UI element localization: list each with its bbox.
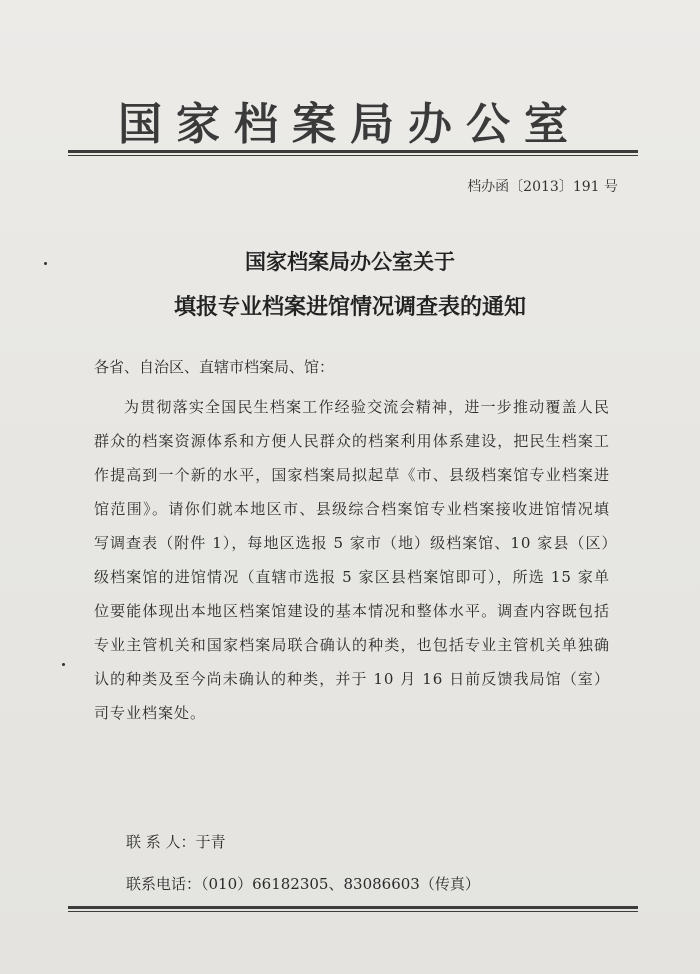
- contact-phone: 联系电话：（010）66182305、83086603（传真）: [126, 875, 480, 893]
- notice-body: 为贯彻落实全国民生档案工作经验交流会精神，进一步推动覆盖人民群众的档案资源体系和方便人民群众的档案利用体系建设，把民生档案工作提高到一个新的水平，国家档案局拟起草《市、县级档案馆专业档案进馆范围》。请你们就本地区市、县级综合档案馆专业档案接收进馆情况填写调查表（附件 1），每地区选报 5 家市（地）级档案馆、10 家县（区）级档案馆的进馆情况（直辖市选报 5 家区县档案馆即可），所选 15 家单位要能体现出本地区档案馆建设的基本情况和整体水平。调查内容既包括专业主管机关和国家档案局联合确认的种类，也包括专业主管机关单独确认的种类及至今尚未确认的种类，并于 10 月 16 日前反馈我局馆（室）司专业档案处。: [94, 398, 610, 722]
- salutation: 各省、自治区、直辖市档案局、馆：: [94, 358, 335, 376]
- binding-hole-mark: [44, 262, 47, 265]
- notice-title-line-2: 填报专业档案进馆情况调查表的通知: [173, 295, 526, 320]
- binding-hole-mark: [62, 663, 65, 666]
- document-number: 档办函〔2013〕191 号: [467, 179, 618, 195]
- footer-divider: [68, 906, 638, 912]
- letterhead-divider: [68, 150, 638, 156]
- notice-title-line-1: 国家档案局办公室关于: [245, 250, 455, 274]
- contact-person: 联 系 人：于青: [126, 833, 226, 851]
- org-letterhead: 国家档案局办公室: [118, 99, 582, 150]
